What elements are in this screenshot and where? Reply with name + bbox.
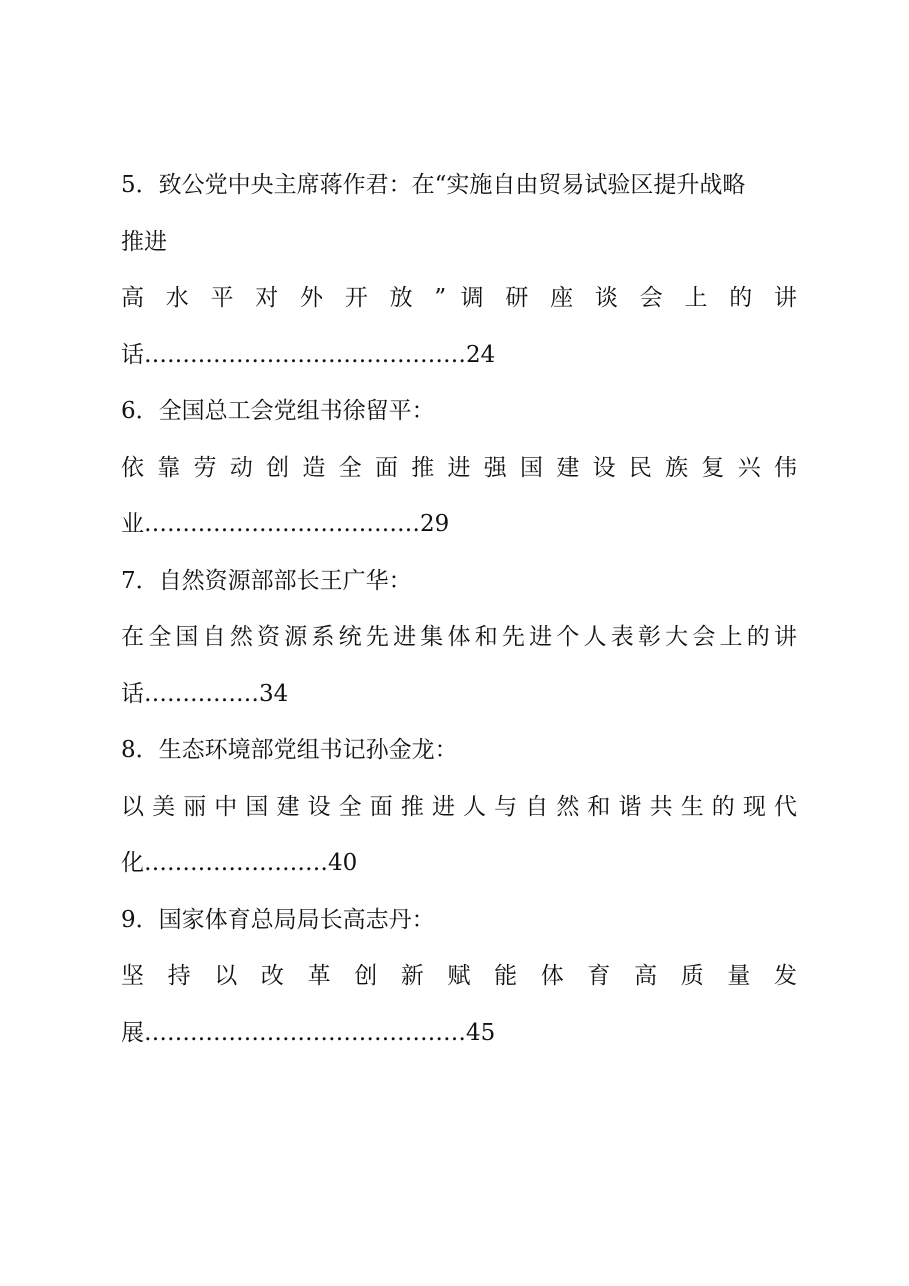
toc-entry-8-title: 以美丽中国建设全面推进人与自然和谐共生的现代 bbox=[121, 794, 797, 820]
toc-entry-8-speaker: 8．生态环境部党组书记孙金龙： bbox=[121, 737, 458, 763]
toc-entry-5-title: 5．致公党中央主席蒋作君：在“实施自由贸易试验区提升战略 bbox=[121, 172, 746, 198]
toc-entry-7-speaker: 7．自然资源部部长王广华： bbox=[121, 568, 412, 594]
toc-entry-7-title: 在全国自然资源系统先进集体和先进个人表彰大会上的讲 bbox=[121, 624, 797, 650]
toc-entry-6-page-ref: 业………………………………29 bbox=[121, 511, 450, 537]
toc-entry-5-title-line3: 高 水 平 对 外 开 放 ” 调 研 座 谈 会 上 的 讲 bbox=[121, 285, 797, 311]
toc-entry-9-title: 坚 持 以 改 革 创 新 赋 能 体 育 高 质 量 发 bbox=[121, 963, 797, 989]
toc-entry-9-page-ref: 展……………………………………45 bbox=[121, 1020, 496, 1046]
toc-entry-8-page-ref: 化……………………40 bbox=[121, 850, 358, 876]
toc-entry-5-title-cont: 推进 bbox=[121, 229, 167, 255]
toc-entry-5-page-ref: 话……………………………………24 bbox=[121, 342, 496, 368]
toc-entry-7-page-ref: 话……………34 bbox=[121, 681, 289, 707]
toc-entry-9-speaker: 9．国家体育总局局长高志丹： bbox=[121, 907, 435, 933]
toc-entry-6-speaker: 6．全国总工会党组书徐留平： bbox=[121, 398, 435, 424]
toc-entry-6-title: 依 靠 劳 动 创 造 全 面 推 进 强 国 建 设 民 族 复 兴 伟 bbox=[121, 455, 797, 481]
